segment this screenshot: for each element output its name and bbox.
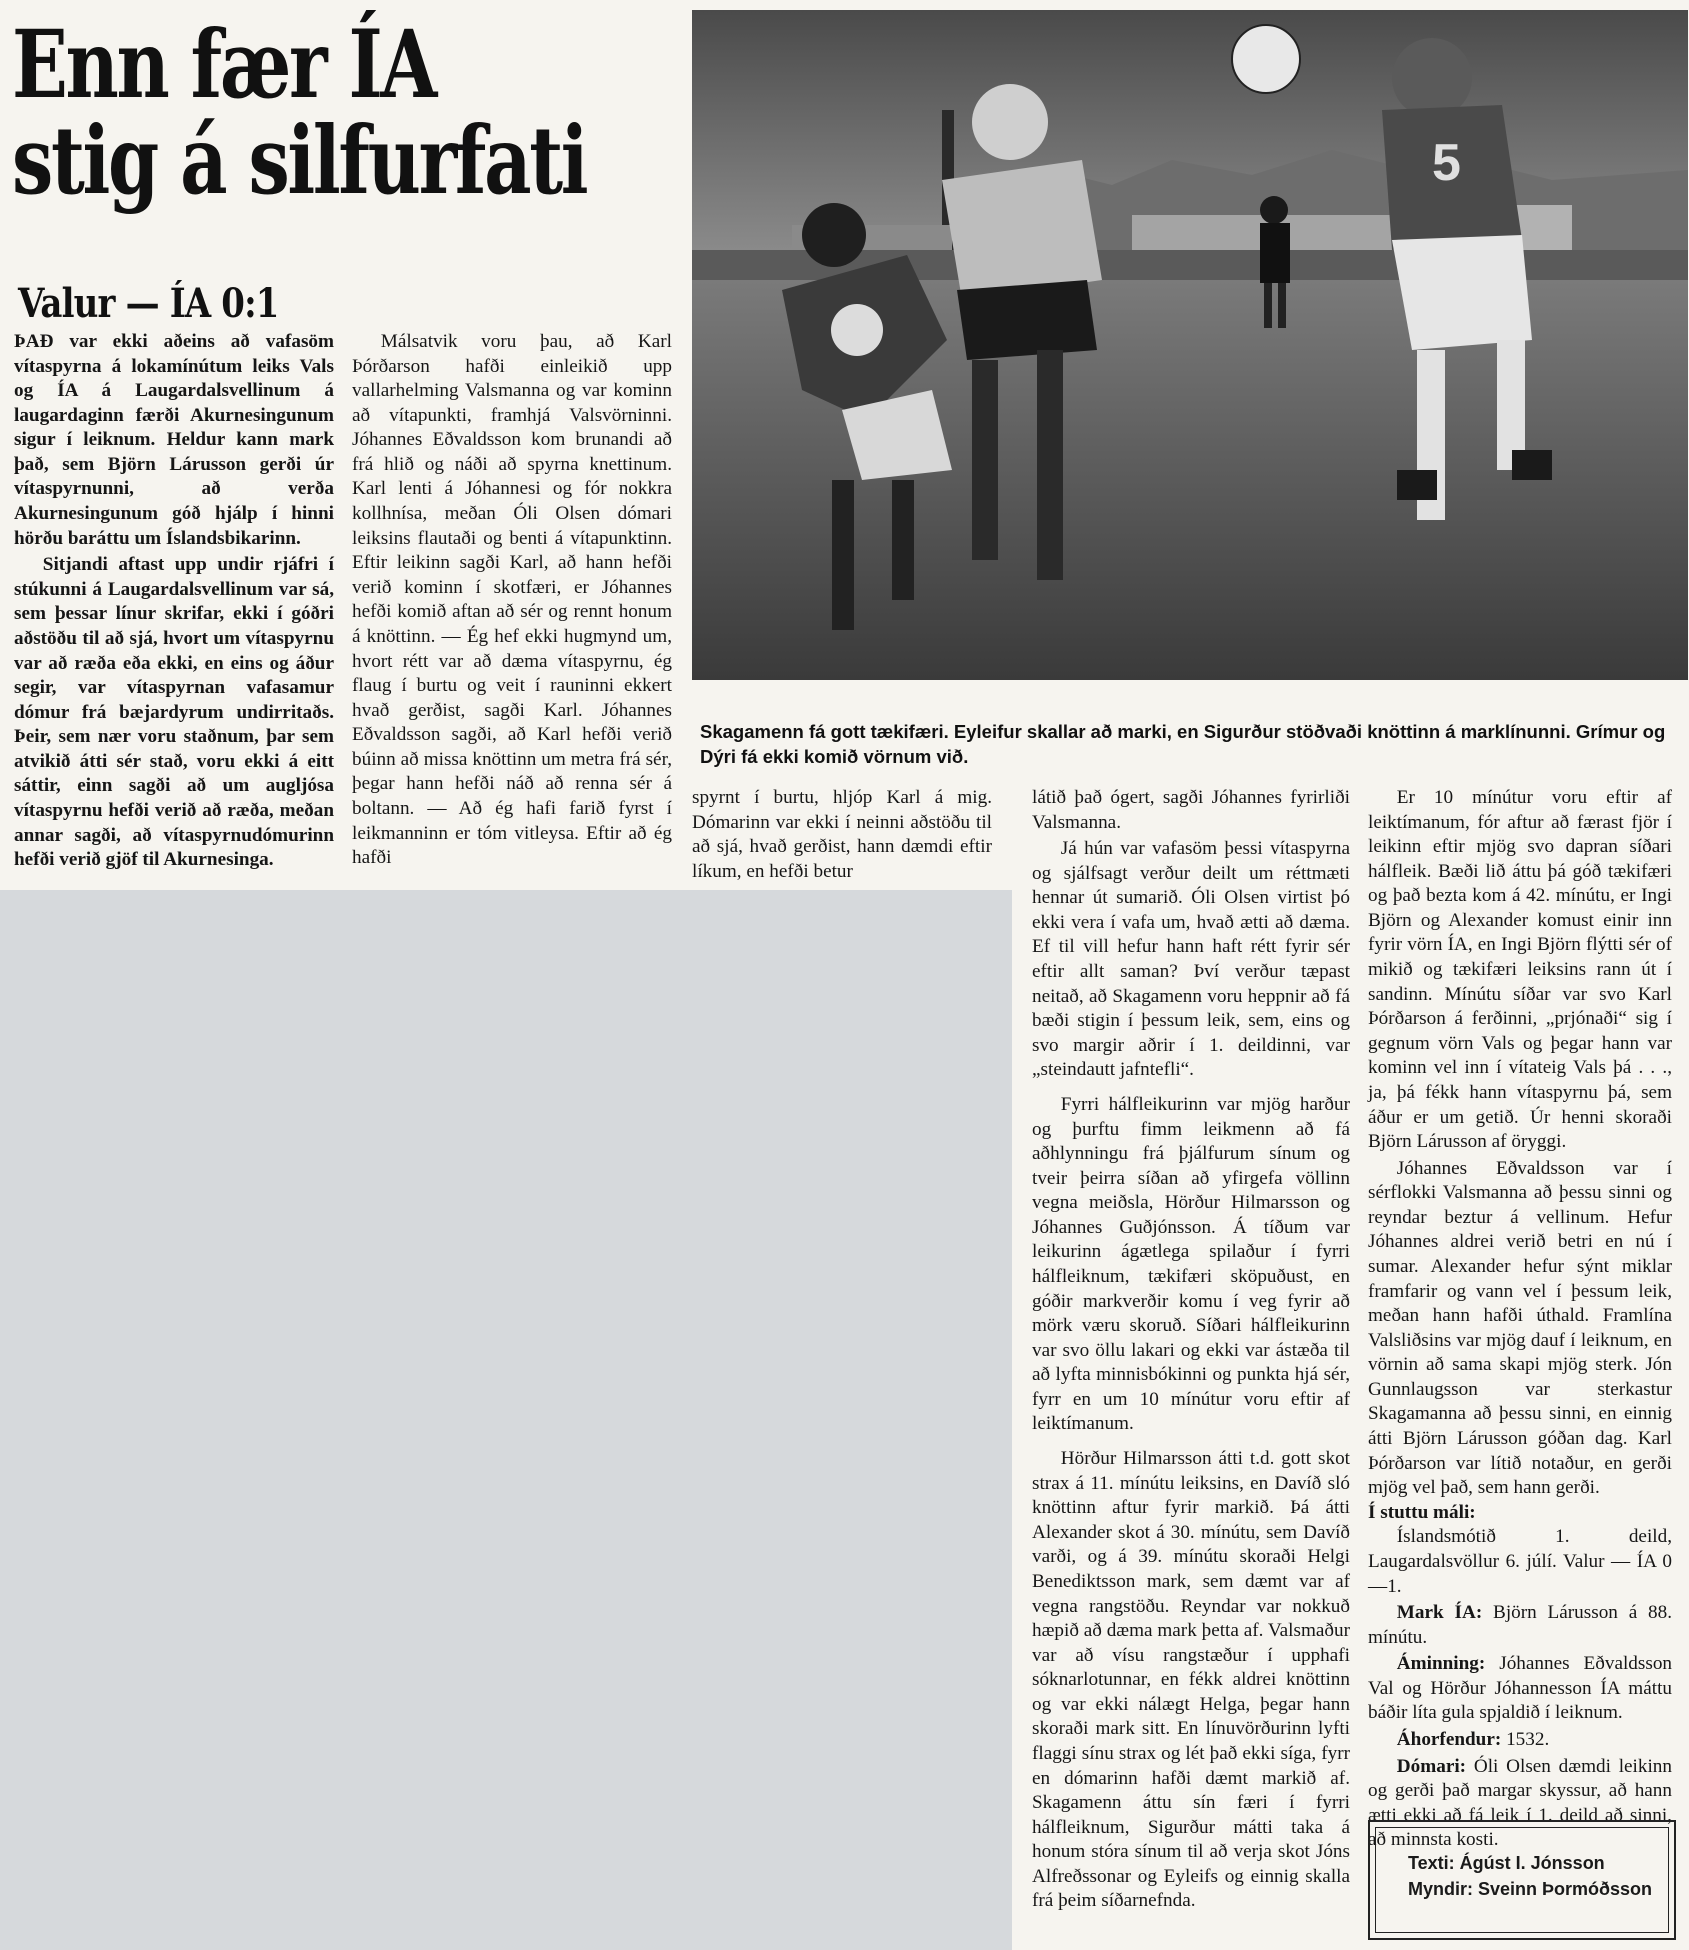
lead-paragraph: ÞAÐ var ekki aðeins að vafasöm vítaspyrna á lokamínútum leiks Vals og ÍA á Laugardalsvellinum á laugardaginn færði Akurnesingunum sigur í leiknum. Heldur kann mark það, sem Björn Lárusson gerði úr vítaspyrnunni, að verða Akurnesingunum góð hjálp í hinni hörðu baráttu um Íslandsbikarinn.: [14, 331, 334, 549]
paragraph: Fyrri hálfleikurinn var mjög harður og þurftu fimm leikmenn að fá aðhlynningu frá þjálfurum sínum og tveir þeirra síðan að yfirgefa völlinn vegna meiðsla, Hörður Hilmarsson og Jóhannes Guðjónsson. Á tíðum var leikurinn ágætlega spilaður í fyrri hálfleiknum, tækifæri sköpuðust, en góðir markverðir komu í veg fyrir að mörk væru skoruð. Síðari hálfleikurinn var svo öllu lakari og ekki var ástæða til að lyfta minnisbókinni og punkta hjá sér, fyrr en um 10 mínútur voru eftir af leiktímanum.: [1032, 1093, 1350, 1435]
warning-label: Áminning:: [1396, 1653, 1486, 1675]
shirt-number-5: 5: [1432, 134, 1461, 192]
headline-line-2: stig á silfurfati: [12, 105, 587, 216]
paragraph: Já hún var vafasöm þessi vítaspyrna og sjálfsagt verður deilt um réttmæti hennar út sumarið. Óli Olsen virtist þó ekki vera í vafa um, hvað ætti að dæma. Ef til vill hefur hann haft rétt fyrir sér eftir allt saman? Því verður tæpast neitað, að Skagamenn voru heppnir að fá bæði stigin í þessum leik, sem, eins og svo margir aðrir í 1. deildinni, var „steindautt jafntefli“.: [1032, 838, 1350, 1081]
photo-caption: Skagamenn fá gott tækifæri. Eyleifur skallar að marki, en Sigurður stöðvaði knöttinn á marklínunni. Grímur og Dýri fá ekki komið vörnum við.: [700, 721, 1666, 767]
referee-label: Dómari:: [1396, 1755, 1467, 1777]
match-photo: [692, 10, 1688, 680]
mark-label: Mark ÍA:: [1396, 1602, 1483, 1624]
article-column-2: [352, 330, 672, 871]
referee-text: Óli Olsen dæmdi leikinn og gerði það margar skyssur, að hann ætti ekki að fá leik í 1. deild að sinni, að minnsta kosti.: [1368, 1755, 1672, 1851]
subheadline: Valur — ÍA 0:1: [18, 280, 279, 327]
credit-text: Texti: Ágúst I. Jónsson: [1408, 1853, 1605, 1873]
headline-line-1: Enn fær ÍA: [12, 10, 436, 120]
article-column-1: [14, 330, 334, 873]
warning-text: Jóhannes Eðvaldsson Val og Hörður Jóhannesson ÍA máttu báðir líta gula spjaldið í leiknum.: [1368, 1653, 1673, 1724]
credit-photos: Myndir: Sveinn Þormóðsson: [1408, 1879, 1653, 1900]
headline: [12, 10, 587, 216]
article-column-5: [1368, 786, 1672, 1853]
article-column-4: [1032, 786, 1350, 1914]
credits-box: [1368, 1820, 1676, 1940]
article-column-3: [692, 786, 992, 884]
summary-box: [1368, 1501, 1672, 1853]
paragraph: Jóhannes Eðvaldsson var í sérflokki Valsmanna að þessu sinni og reyndar beztur á vellinum. Hefur Jóhannes aldrei verið betri en nú í sumar. Alexander hefur sýnt miklar framfarir og vann vel í þessum leik, meðan hann hafði úthald. Framlína Valsliðsins var mjög dauf í leiknum, en vörnin að sama skapi mjög sterk. Jón Gunnlaugsson var sterkastur Skagamanna að þessu sinni, en einnig átti Björn Lárusson góðan dag. Karl Þórðarson var lítið notaður, en gerði mjög vel það, sem hann gerði.: [1368, 1157, 1672, 1499]
summary-intro: Íslandsmótið 1. deild, Laugardalsvöllur 6. júlí. Valur — ÍA 0—1.: [1368, 1526, 1672, 1597]
paragraph: spyrnt í burtu, hljóp Karl á mig. Dómarinn var ekki í neinni aðstöðu til að sjá, hvað gerðist, hann dæmdi eftir líkum, en hefði betur: [692, 787, 992, 882]
paragraph: látið það ógert, sagði Jóhannes fyrirliði Valsmanna.: [1032, 787, 1350, 833]
paragraph: Er 10 mínútur voru eftir af leiktímanum, fór aftur að færast fjör í leikinn eftir mjög svo dapran síðari hálfleik. Bæði lið áttu þá góð tækifæri og það bezta kom á 42. mínútu, er Ingi Björn og Alexander komust einir inn fyrir vörn ÍA, en Ingi Björn flýtti sér of mikið og tækifæri leiksins rann út í sandinn. Mínútu síðar var svo Karl Þórðarson á ferðinni, „prjónaði“ sig í gegnum vörn Vals og þegar hann var kominn vel inn í vítateig Vals þá . . ., ja, þá fékk hann vítaspyrnu þá, sem áður er um getið. Úr henni skoraði Björn Lárusson af öryggi.: [1368, 787, 1672, 1153]
attendance-text: 1532.: [1506, 1728, 1550, 1750]
paragraph: Málsatvik voru þau, að Karl Þórðarson hafði einleikið upp vallarhelming Valsmanna og var kominn að vítapunkti, framhjá Valsvörninni. Jóhannes Eðvaldsson kom brunandi að frá hlið og náði að spyrna knettinum. Karl lenti á Jóhannesi og fór nokkra kollhnísa, meðan Óli Olsen dómari leiksins flautaði og benti á vítapunktinn. Eftir leikinn sagði Karl, að hann hefði verið kominn í skotfæri, er Jóhannes hefði komið aftan að sér og rennt honum á knöttinn. — Ég hef ekki hugmynd um, hvort rétt var að dæma vítaspyrnu, ég flaug í burtu og veit í rauninni ekkert hvað gerðist, sagði Karl. Jóhannes Eðvaldsson sagði, að Karl hefði verið búinn að missa knöttinn um metra frá sér, þegar hann hefði náð að renna sér á boltann. — Að ég hafi farið fyrst í leikmanninn er tóm vitleysa. Eftir að ég hafði: [352, 331, 672, 869]
summary-heading: Í stuttu máli:: [1368, 1501, 1476, 1523]
paragraph: Hörður Hilmarsson átti t.d. gott skot strax á 11. mínútu leiksins, en Davíð sló knöttinn aftur fyrir markið. Þá átti Alexander skot á 30. mínútu, sem Davíð varði, og á 39. mínútu skoraði Helgi Benediktsson mark, sem dæmt var af vegna rangstöðu. Reyndar var nokkuð hæpið að dæma mark þetta af. Valsmaður var að vísu rangstæður í upphafi sóknarlotunnar, en fékk aldrei knöttinn og var ekki nálægt Helga, þegar hann skoraði mark sitt. En línuvörðurinn lyfti flaggi sínu strax og lét það ekki síga, fyrr en dómarinn hafði dæmt markið af. Skagamenn áttu sín færi í fyrri hálfleiknum, Sigurður mátti taka á honum stóra sínum til að verja skot Jóns Alfreðssonar og Eyleifs og einnig skalla frá þeim síðarnefnda.: [1032, 1448, 1350, 1912]
mark-text: Björn Lárusson á 88. mínútu.: [1368, 1602, 1672, 1648]
match-photo-illustration: [692, 10, 1688, 680]
paragraph: Sitjandi aftast upp undir rjáfri í stúkunni á Laugardalsvellinum var sá, sem þessar línur skrifar, ekki í góðri aðstöðu til að sjá, hvort um vítaspyrnu var að ræða eða ekki, en eins og áður segir, var vítaspyrnan vafasamur dómur frá bæjardyrum undirritaðs. Þeir, sem nær voru staðnum, þar sem atvikið átti sér stað, voru ekki á eitt sáttir, einn sagði að um augljósa vítaspyrnu hefði verið að ræða, meðan annar sagði, að vítaspyrnudómurinn hefði verið gjöf til Akurnesinga.: [14, 554, 334, 871]
attendance-label: Áhorfendur:: [1396, 1728, 1502, 1750]
credits-inner: [1375, 1827, 1669, 1933]
